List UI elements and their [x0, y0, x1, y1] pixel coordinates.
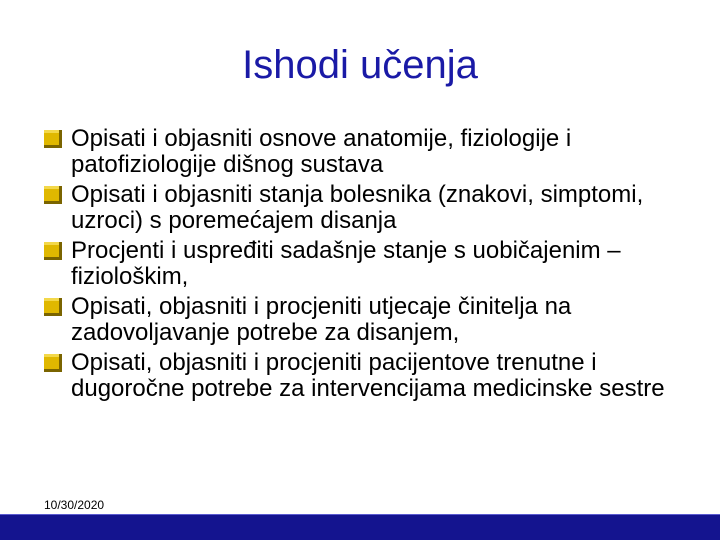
checkbox-square-icon	[44, 298, 62, 316]
checkbox-square-icon	[44, 354, 62, 372]
footer-bar	[0, 514, 720, 540]
bullet-item	[44, 350, 684, 401]
bullet-list	[44, 126, 684, 406]
bullet-item	[44, 182, 684, 233]
bullet-text: Procjenti i uspređiti sadašnje stanje s uobičajenim – fiziološkim,	[71, 237, 621, 290]
bullet-item	[44, 126, 684, 177]
bullet-text: Opisati, objasniti i procjeniti utjecaje činitelja na zadovoljavanje potrebe za disanjem,	[71, 293, 572, 346]
checkbox-square-icon	[44, 130, 62, 148]
slide-date: 10/30/2020	[44, 498, 105, 512]
bullet-text: Opisati, objasniti i procjeniti pacijentove trenutne i dugoročne potrebe za intervencijama medicinske sestre	[71, 349, 665, 402]
bullet-text: Opisati i objasniti stanja bolesnika (znakovi, simptomi, uzroci) s poremećajem disanja	[71, 181, 644, 234]
bullet-item	[44, 238, 684, 289]
checkbox-square-icon	[44, 242, 62, 260]
bullet-item	[44, 294, 684, 345]
checkbox-square-icon	[44, 186, 62, 204]
slide-title: Ishodi učenja	[242, 43, 478, 87]
bullet-text: Opisati i objasniti osnove anatomije, fiziologije i patofiziologije dišnog sustava	[71, 125, 572, 178]
